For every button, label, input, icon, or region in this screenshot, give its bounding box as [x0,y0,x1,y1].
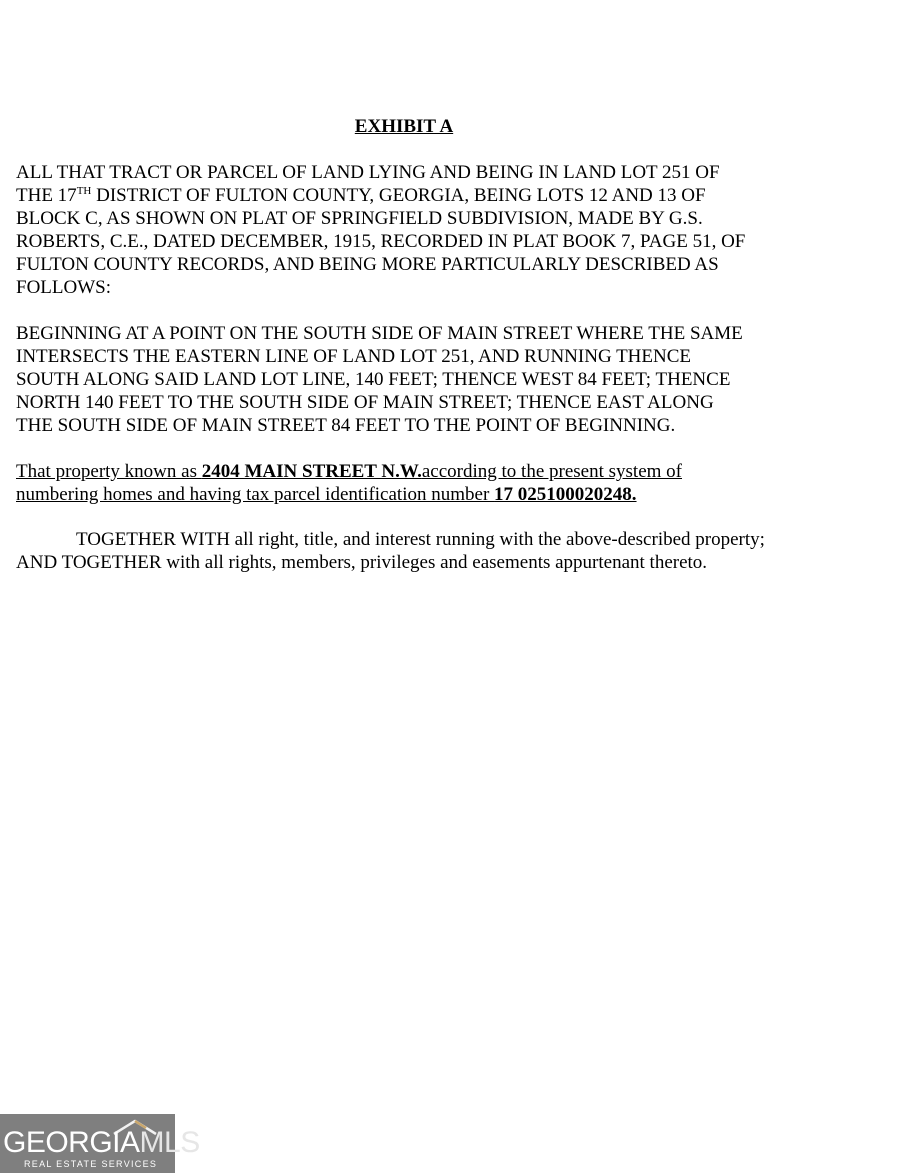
paragraph-line: THE SOUTH SIDE OF MAIN STREET 84 FEET TO THE POINT OF BEGINNING. [16,415,676,436]
paragraph-line: ALL THAT TRACT OR PARCEL OF LAND LYING AND BEING IN LAND LOT 251 OF [16,162,720,183]
text-segment: That property known as [16,461,202,482]
paragraph-line: FULTON COUNTY RECORDS, AND BEING MORE PARTICULARLY DESCRIBED AS [16,254,719,275]
paragraph-line: TOGETHER WITH all right, title, and interest running with the above-described property; [76,529,765,550]
exhibit-title: EXHIBIT A [354,116,454,137]
paragraph-line: BEGINNING AT A POINT ON THE SOUTH SIDE OF MAIN STREET WHERE THE SAME [16,323,743,344]
paragraph-line: AND TOGETHER with all rights, members, privileges and easements appurtenant thereto. [16,552,708,573]
georgia-mls-logo [0,1114,200,1173]
text-segment: numbering homes and having tax parcel identification number [16,484,495,505]
property-address: 2404 MAIN STREET N.W. [201,461,422,482]
paragraph-line: FOLLOWS: [16,277,111,298]
paragraph-line [16,460,806,483]
paragraph-line: SOUTH ALONG SAID LAND LOT LINE, 140 FEET; THENCE WEST 84 FEET; THENCE [16,369,731,390]
property-address-paragraph [16,460,806,506]
legal-description-paragraph [16,161,806,299]
logo-brand-part1: GEORGIA [3,1126,140,1159]
paragraph-line: BLOCK C, AS SHOWN ON PLAT OF SPRINGFIELD SUBDIVISION, MADE BY G.S. [16,208,703,229]
paragraph-line: INTERSECTS THE EASTERN LINE OF LAND LOT 251, AND RUNNING THENCE [16,346,692,367]
logo-brand-part2: MLS [139,1126,200,1159]
text-segment: DISTRICT OF FULTON COUNTY, GEORGIA, BEING LOTS 12 AND 13 OF [91,185,706,206]
logo-tagline: REAL ESTATE SERVICES [24,1159,158,1169]
text-segment: THE 17 [16,185,77,206]
paragraph-line [16,184,806,207]
paragraph-line [16,483,806,506]
logo-wordmark [3,1127,200,1159]
ordinal-superscript: TH [76,185,92,197]
paragraph-line: ROBERTS, C.E., DATED DECEMBER, 1915, RECORDED IN PLAT BOOK 7, PAGE 51, OF [16,231,746,252]
boundary-description-paragraph [16,322,806,437]
tax-parcel-number: 17 025100020248. [494,484,637,505]
paragraph-line: NORTH 140 FEET TO THE SOUTH SIDE OF MAIN STREET; THENCE EAST ALONG [16,392,714,413]
text-segment: according to the present system of [421,461,682,482]
together-with-paragraph [16,528,806,574]
